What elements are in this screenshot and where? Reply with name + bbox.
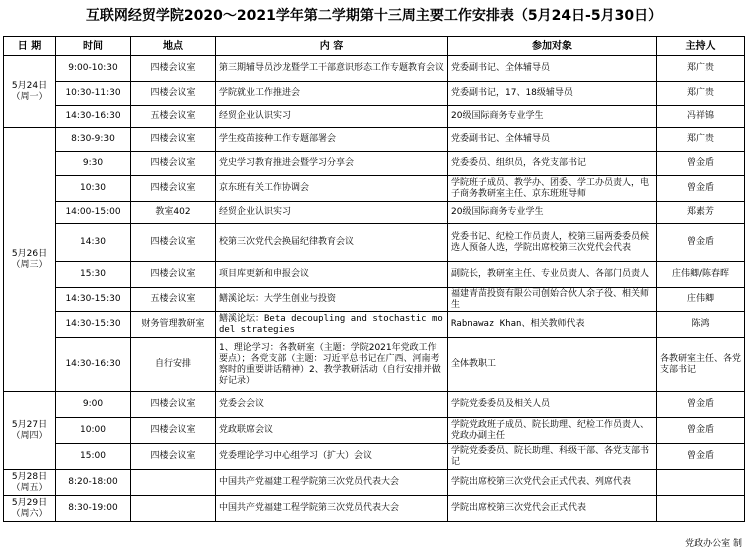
table-row — [4, 56, 745, 82]
participants-cell: 学院党委委员及相关人员 — [448, 392, 657, 418]
host-cell: 郑广贵 — [657, 56, 745, 82]
place-cell: 教室402 — [131, 202, 216, 224]
content-cell: 中国共产党福建工程学院第三次党员代表大会 — [216, 470, 448, 496]
time-cell: 9:00-10:30 — [56, 56, 131, 82]
content-cell: 1、理论学习：各教研室（主题：学院2021年党政工作要点）；各党支部（主题：习近平总书记在广西、河南考察时的重要讲话精神）2、教学教研活动（自行安排并做好记录） — [216, 338, 448, 392]
content-cell: 鳝溪论坛：大学生创业与投资 — [216, 288, 448, 312]
host-cell: 曾金盾 — [657, 444, 745, 470]
table-row — [4, 262, 745, 288]
content-cell: 校第三次党代会换届纪律教育会议 — [216, 224, 448, 262]
time-cell: 8:30-19:00 — [56, 496, 131, 522]
place-cell: 四楼会议室 — [131, 82, 216, 106]
content-cell: 党政联席会议 — [216, 418, 448, 444]
table-row — [4, 312, 745, 338]
table-row — [4, 392, 745, 418]
table-header-row — [4, 37, 745, 56]
content-cell: 学院就业工作推进会 — [216, 82, 448, 106]
time-cell: 10:00 — [56, 418, 131, 444]
host-cell: 郑广贵 — [657, 128, 745, 152]
place-cell: 五楼会议室 — [131, 106, 216, 128]
host-cell: 冯祥锦 — [657, 106, 745, 128]
header-content: 内 容 — [216, 37, 448, 56]
participants-cell: 党委副书记、全体辅导员 — [448, 128, 657, 152]
host-cell: 曾金盾 — [657, 152, 745, 176]
participants-cell: 学院党委委员、院长助理、科级干部、各党支部书记 — [448, 444, 657, 470]
place-cell — [131, 496, 216, 522]
time-cell: 9:00 — [56, 392, 131, 418]
time-cell: 10:30-11:30 — [56, 82, 131, 106]
participants-cell: 党委副书记，17、18级辅导员 — [448, 82, 657, 106]
host-cell: 郑素芳 — [657, 202, 745, 224]
time-cell: 9:30 — [56, 152, 131, 176]
header-date: 日 期 — [4, 37, 56, 56]
table-row — [4, 418, 745, 444]
host-cell: 曾金盾 — [657, 418, 745, 444]
participants-cell: 党委委员、组织员，各党支部书记 — [448, 152, 657, 176]
place-cell: 四楼会议室 — [131, 176, 216, 202]
header-host: 主持人 — [657, 37, 745, 56]
footer-note: 党政办公室 制 — [685, 539, 742, 549]
content-cell: 经贸企业认识实习 — [216, 106, 448, 128]
host-cell: 陈鸿 — [657, 312, 745, 338]
place-cell: 四楼会议室 — [131, 262, 216, 288]
place-cell: 财务管理教研室 — [131, 312, 216, 338]
participants-cell: 学院党政班子成员、院长助理、纪检工作员责人、党政办副主任 — [448, 418, 657, 444]
host-cell: 郑广贵 — [657, 82, 745, 106]
schedule-table — [3, 36, 745, 522]
table-row — [4, 470, 745, 496]
header-place: 地点 — [131, 37, 216, 56]
place-cell: 四楼会议室 — [131, 444, 216, 470]
table-row — [4, 82, 745, 106]
content-cell: 京东班有关工作协调会 — [216, 176, 448, 202]
content-cell: 学生疫苗接种工作专题部署会 — [216, 128, 448, 152]
content-cell: 第三期辅导员沙龙暨学工干部意识形态工作专题教育会议 — [216, 56, 448, 82]
table-row — [4, 176, 745, 202]
table-row — [4, 288, 745, 312]
participants-cell: 学院出席校第三次党代会正式代表 — [448, 496, 657, 522]
host-cell: 曾金盾 — [657, 392, 745, 418]
host-cell: 曾金盾 — [657, 224, 745, 262]
host-cell: 庄伟卿 — [657, 288, 745, 312]
host-cell: 各教研室主任、各党支部书记 — [657, 338, 745, 392]
content-cell: 党委理论学习中心组学习（扩大）会议 — [216, 444, 448, 470]
participants-cell: 党委副书记、全体辅导员 — [448, 56, 657, 82]
host-cell — [657, 470, 745, 496]
time-cell: 14:30-15:30 — [56, 312, 131, 338]
content-cell: 党委会会议 — [216, 392, 448, 418]
time-cell: 14:30-16:30 — [56, 106, 131, 128]
table-row — [4, 338, 745, 392]
content-cell: 中国共产党福建工程学院第三次党员代表大会 — [216, 496, 448, 522]
participants-cell: 全体教职工 — [448, 338, 657, 392]
day-cell-fri: 5月28日 （周五） — [4, 470, 56, 496]
table-row — [4, 496, 745, 522]
day-cell-thu: 5月27日 （周四） — [4, 392, 56, 470]
participants-cell: 党委书记、纪检工作员责人，校第三届两委委员候选人预备人选，学院出席校第三次党代会代表 — [448, 224, 657, 262]
header-participants: 参加对象 — [448, 37, 657, 56]
participants-cell: 副院长，教研室主任、专业员责人、各部门员责人 — [448, 262, 657, 288]
table-row — [4, 106, 745, 128]
time-cell: 8:30-9:30 — [56, 128, 131, 152]
participants-cell: 20级国际商务专业学生 — [448, 106, 657, 128]
place-cell: 四楼会议室 — [131, 392, 216, 418]
day-cell-wed: 5月26日 （周三） — [4, 128, 56, 392]
page-title: 互联网经贸学院2020～2021学年第二学期第十三周主要工作安排表（5月24日-5月30日） — [85, 8, 663, 24]
time-cell: 15:00 — [56, 444, 131, 470]
place-cell: 五楼会议室 — [131, 288, 216, 312]
time-cell: 14:30-15:30 — [56, 288, 131, 312]
table-row — [4, 444, 745, 470]
time-cell: 15:30 — [56, 262, 131, 288]
participants-cell: 20级国际商务专业学生 — [448, 202, 657, 224]
table-row — [4, 128, 745, 152]
header-time: 时间 — [56, 37, 131, 56]
content-cell: 项目库更新和申报会议 — [216, 262, 448, 288]
host-cell: 曾金盾 — [657, 176, 745, 202]
time-cell: 8:20-18:00 — [56, 470, 131, 496]
place-cell: 四楼会议室 — [131, 128, 216, 152]
place-cell: 四楼会议室 — [131, 56, 216, 82]
day-cell-sat: 5月29日 （周六） — [4, 496, 56, 522]
place-cell — [131, 470, 216, 496]
time-cell: 10:30 — [56, 176, 131, 202]
participants-cell: Rabnawaz Khan、相关教师代表 — [448, 312, 657, 338]
table-row — [4, 202, 745, 224]
place-cell: 四楼会议室 — [131, 224, 216, 262]
host-cell: 庄伟卿/陈春晖 — [657, 262, 745, 288]
content-cell: 党史学习教育推进会暨学习分享会 — [216, 152, 448, 176]
content-cell: 经贸企业认识实习 — [216, 202, 448, 224]
time-cell: 14:30-16:30 — [56, 338, 131, 392]
participants-cell: 学院班子成员、教学办、团委、学工办员责人，电子商务教研室主任、京东班班导师 — [448, 176, 657, 202]
participants-cell: 福建青苗投资有限公司创始合伙人余子役、相关师生 — [448, 288, 657, 312]
content-cell: 鳝溪论坛：Beta decoupling and stochastic model strategies — [216, 312, 448, 338]
time-cell: 14:00-15:00 — [56, 202, 131, 224]
place-cell: 四楼会议室 — [131, 152, 216, 176]
table-row — [4, 224, 745, 262]
day-cell-mon: 5月24日 （周一） — [4, 56, 56, 128]
place-cell: 自行安排 — [131, 338, 216, 392]
participants-cell: 学院出席校第三次党代会正式代表、列席代表 — [448, 470, 657, 496]
place-cell: 四楼会议室 — [131, 418, 216, 444]
table-row — [4, 152, 745, 176]
time-cell: 14:30 — [56, 224, 131, 262]
host-cell — [657, 496, 745, 522]
